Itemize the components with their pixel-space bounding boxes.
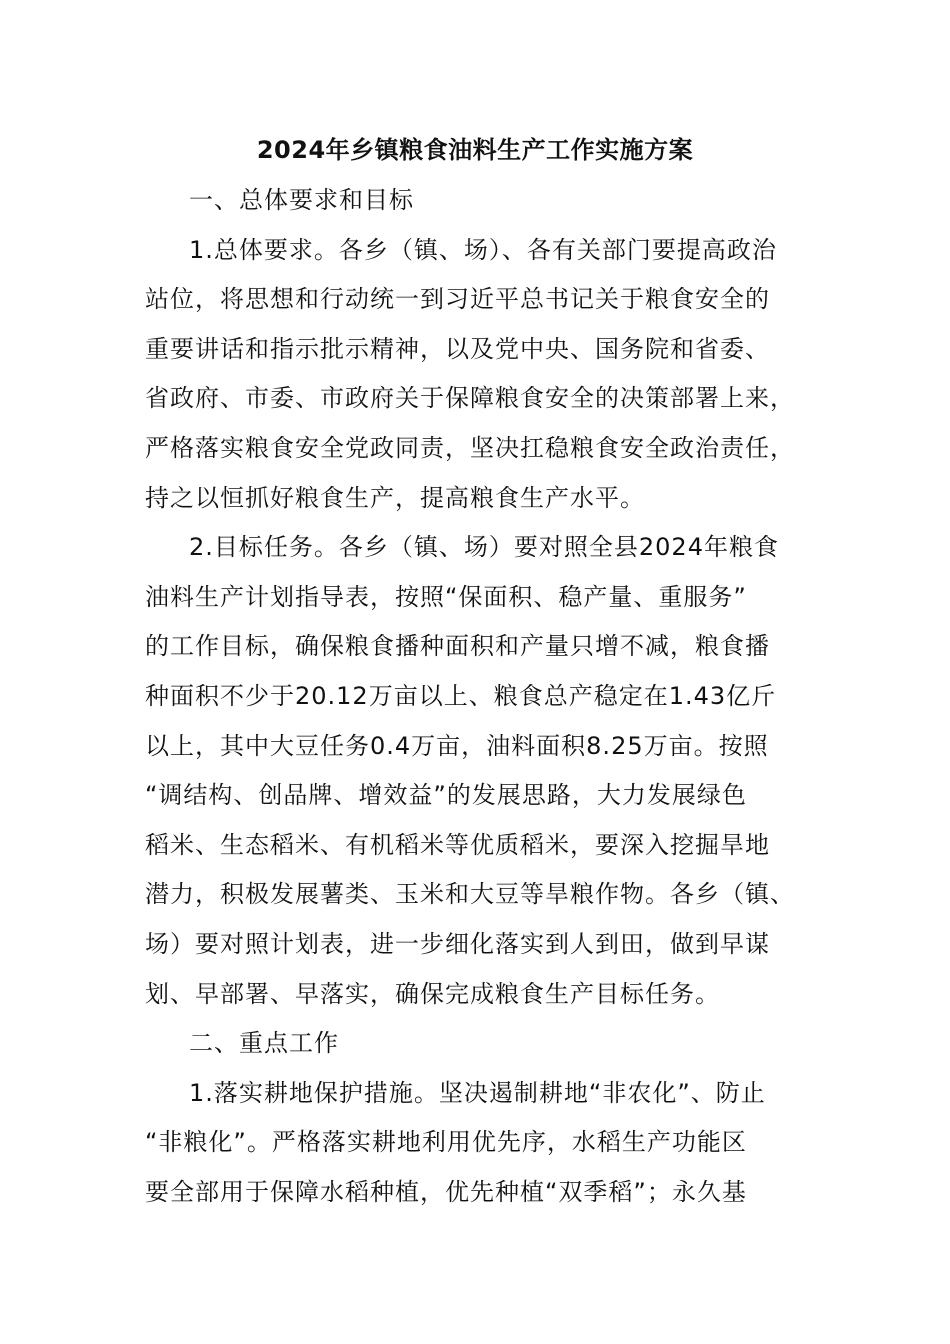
text-line: 划、早部署、早落实，确保完成粮食生产目标任务。 bbox=[145, 979, 720, 1008]
text-line: 以上，其中大豆任务0.4万亩，油料面积8.25万亩。按照 bbox=[145, 731, 769, 760]
text-line: 2.目标任务。各乡（镇、场）要对照全县2024年粮食 bbox=[189, 533, 779, 562]
text-line: 重要讲话和指示批示精神，以及党中央、国务院和省委、 bbox=[145, 334, 770, 363]
text-line: 潜力，积极发展薯类、玉米和大豆等旱粮作物。各乡（镇、 bbox=[145, 880, 795, 909]
text-line: 1.落实耕地保护措施。坚决遏制耕地“非农化”、防止 bbox=[189, 1078, 766, 1107]
text-line: 持之以恒抓好粮食生产，提高粮食生产水平。 bbox=[145, 483, 645, 512]
text-line: 的工作目标，确保粮食播种面积和产量只增不减，粮食播 bbox=[145, 632, 770, 661]
text-line: “调结构、创品牌、增效益”的发展思路，大力发展绿色 bbox=[145, 781, 747, 810]
text-line: 一、总体要求和目标 bbox=[189, 186, 414, 214]
text-line: 稻米、生态稻米、有机稻米等优质稻米，要深入挖掘旱地 bbox=[145, 830, 770, 859]
text-line: 省政府、市委、市政府关于保障粮食安全的决策部署上来， bbox=[145, 384, 795, 413]
text-line: 站位，将思想和行动统一到习近平总书记关于粮食安全的 bbox=[145, 285, 770, 314]
text-line: 油料生产计划指导表，按照“保面积、稳产量、重服务” bbox=[145, 582, 747, 611]
text-line: 种面积不少于20.12万亩以上、粮食总产稳定在1.43亿斤 bbox=[145, 681, 777, 710]
text-line: 二、重点工作 bbox=[189, 1029, 339, 1058]
document-body bbox=[145, 176, 810, 1217]
text-line: 1.总体要求。各乡（镇、场）、各有关部门要提高政治 bbox=[189, 235, 777, 264]
text-line: 要全部用于保障水稻种植，优先种植“双季稻”；永久基 bbox=[145, 1177, 747, 1206]
text-line: 场）要对照计划表，进一步细化落实到人到田，做到早谋 bbox=[145, 929, 770, 958]
text-line: 严格落实粮食安全党政同责，坚决扛稳粮食安全政治责任， bbox=[145, 433, 795, 462]
document-title: 2024年乡镇粮食油料生产工作实施方案 bbox=[256, 136, 694, 164]
text-line: “非粮化”。严格落实耕地利用优先序，水稻生产功能区 bbox=[145, 1128, 747, 1157]
